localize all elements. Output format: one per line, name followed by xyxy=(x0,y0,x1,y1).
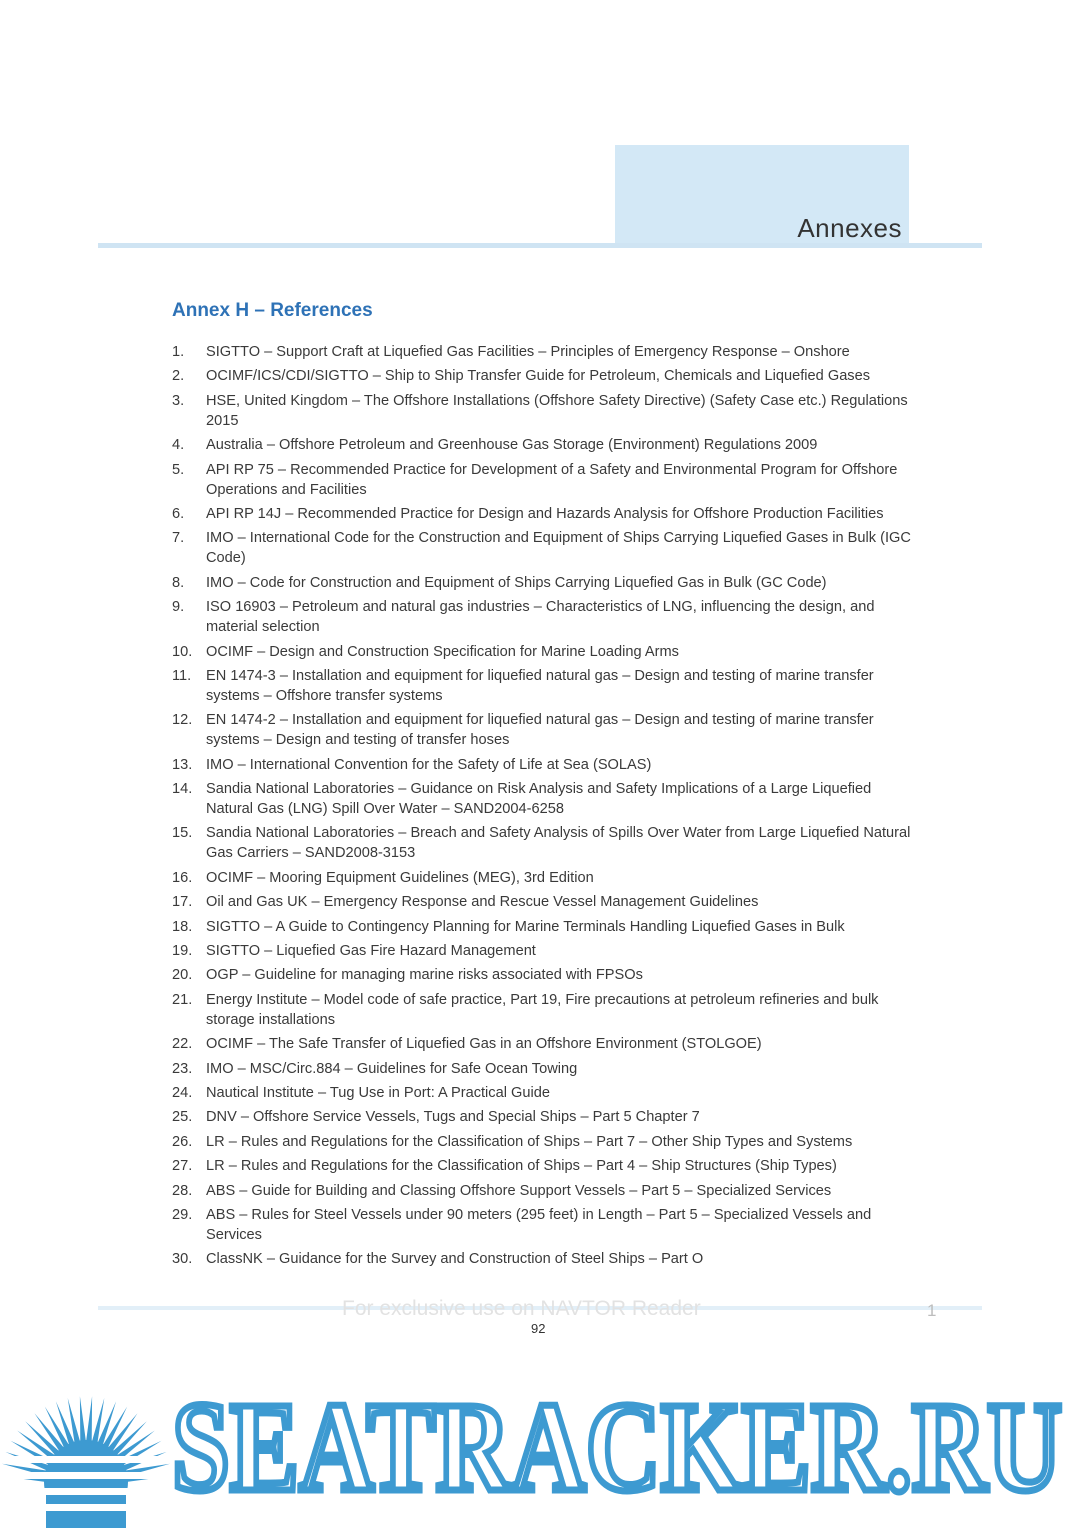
reference-item xyxy=(172,342,912,362)
reference-item xyxy=(172,460,912,500)
reference-number: 13. xyxy=(172,756,193,773)
reference-text: Sandia National Laboratories – Guidance on Risk Analysis and Safety Implications of a Large Liquefied Natural Gas (LNG) Spill Over Water – SAND2004-6258 xyxy=(206,781,872,818)
reference-number: 17. xyxy=(172,894,193,911)
reference-list xyxy=(172,342,912,1274)
reference-item xyxy=(172,965,912,985)
reference-number: 4. xyxy=(172,437,185,454)
reference-number: 23. xyxy=(172,1060,193,1077)
reference-text: OCIMF/ICS/CDI/SIGTTO – Ship to Ship Transfer Guide for Petroleum, Chemicals and Liquefied Gases xyxy=(206,368,871,385)
reference-number: 20. xyxy=(172,967,193,984)
reference-text: SIGTTO – Liquefied Gas Fire Hazard Management xyxy=(206,943,536,960)
reference-text: Australia – Offshore Petroleum and Greenhouse Gas Storage (Environment) Regulations 2009 xyxy=(206,437,818,454)
reference-number: 22. xyxy=(172,1036,193,1053)
reference-number: 8. xyxy=(172,574,185,591)
reference-text: IMO – International Convention for the Safety of Life at Sea (SOLAS) xyxy=(206,756,652,773)
page-number: 92 xyxy=(531,1321,546,1336)
side-number: 1 xyxy=(927,1301,937,1320)
reference-number: 1. xyxy=(172,344,185,360)
reference-text: SIGTTO – Support Craft at Liquefied Gas Facilities – Principles of Emergency Response – Onshore xyxy=(206,344,850,360)
reference-text: HSE, United Kingdom – The Offshore Installations (Offshore Safety Directive) (Safety Case etc.) Regulations 2015 xyxy=(206,392,908,429)
reference-number: 7. xyxy=(172,530,185,547)
reference-item xyxy=(172,391,912,431)
reference-text: ABS – Rules for Steel Vessels under 90 meters (295 feet) in Length – Part 5 – Specialized Vessels and Services xyxy=(206,1206,872,1243)
reference-item xyxy=(172,1034,912,1054)
reference-number: 12. xyxy=(172,712,193,729)
reference-number: 10. xyxy=(172,643,193,660)
reference-text: OCIMF – The Safe Transfer of Liquefied Gas in an Offshore Environment (STOLGOE) xyxy=(206,1036,762,1053)
reference-item xyxy=(172,755,912,775)
reference-item xyxy=(172,528,912,568)
reference-number: 21. xyxy=(172,991,193,1008)
reference-number: 3. xyxy=(172,392,185,409)
reference-item xyxy=(172,1083,912,1103)
watermark-text: For exclusive use on NAVTOR Reader xyxy=(342,1297,701,1320)
reference-item xyxy=(172,779,912,819)
reference-text: EN 1474-2 – Installation and equipment for liquefied natural gas – Design and testing of marine transfer systems – Design and testing of transfer hoses xyxy=(206,712,874,749)
reference-text: SIGTTO – A Guide to Contingency Planning for Marine Terminals Handling Liquefied Gases in Bulk xyxy=(206,918,845,935)
reference-item xyxy=(172,573,912,593)
reference-text: Sandia National Laboratories – Breach and Safety Analysis of Spills Over Water from Large Liquefied Natural Gas Carriers – SAND2008-3153 xyxy=(206,825,911,862)
reference-number: 24. xyxy=(172,1084,193,1101)
reference-item xyxy=(172,892,912,912)
reference-text: LR – Rules and Regulations for the Classification of Ships – Part 4 – Ship Structures (Ship Types) xyxy=(206,1158,837,1175)
reference-item xyxy=(172,1205,912,1245)
reference-number: 11. xyxy=(172,667,192,684)
reference-item xyxy=(172,642,912,662)
reference-number: 28. xyxy=(172,1182,193,1199)
reference-number: 14. xyxy=(172,781,193,798)
reference-item xyxy=(172,1249,912,1269)
reference-item xyxy=(172,941,912,961)
reference-text: Energy Institute – Model code of safe practice, Part 19, Fire precautions at petroleum refineries and bulk storage installations xyxy=(206,991,879,1028)
reference-item xyxy=(172,1181,912,1201)
reference-number: 27. xyxy=(172,1158,193,1175)
reference-item xyxy=(172,1059,912,1079)
reference-text: DNV – Offshore Service Vessels, Tugs and Special Ships – Part 5 Chapter 7 xyxy=(206,1109,700,1126)
reference-text: ABS – Guide for Building and Classing Offshore Support Vessels – Part 5 – Specialized Services xyxy=(206,1182,832,1199)
reference-number: 18. xyxy=(172,918,193,935)
annex-heading: Annex H – References xyxy=(172,300,373,321)
reference-number: 25. xyxy=(172,1109,193,1126)
reference-text: IMO – Code for Construction and Equipment of Ships Carrying Liquefied Gas in Bulk (GC Code) xyxy=(206,574,827,591)
reference-number: 30. xyxy=(172,1251,193,1268)
reference-text: Oil and Gas UK – Emergency Response and Rescue Vessel Management Guidelines xyxy=(206,894,759,911)
reference-item xyxy=(172,666,912,706)
reference-number: 26. xyxy=(172,1133,193,1150)
reference-text: Nautical Institute – Tug Use in Port: A Practical Guide xyxy=(206,1084,550,1101)
sun-logo-icon xyxy=(0,1370,172,1528)
reference-number: 19. xyxy=(172,943,193,960)
reference-text: API RP 75 – Recommended Practice for Development of a Safety and Environmental Program for Offshore Operations and Facilities xyxy=(206,461,898,498)
reference-number: 2. xyxy=(172,368,185,385)
section-title: Annexes xyxy=(797,213,902,243)
reference-item xyxy=(172,990,912,1030)
reference-text: ClassNK – Guidance for the Survey and Construction of Steel Ships – Part O xyxy=(206,1251,704,1268)
reference-item xyxy=(172,366,912,386)
reference-number: 5. xyxy=(172,461,185,478)
reference-item xyxy=(172,435,912,455)
reference-item xyxy=(172,868,912,888)
reference-text: EN 1474-3 – Installation and equipment for liquefied natural gas – Design and testing of marine transfer systems – Offshore transfer systems xyxy=(206,667,874,704)
reference-item xyxy=(172,1107,912,1127)
reference-number: 29. xyxy=(172,1206,193,1223)
reference-number: 15. xyxy=(172,825,193,842)
reference-item xyxy=(172,710,912,750)
reference-text: LR – Rules and Regulations for the Classification of Ships – Part 7 – Other Ship Types and Systems xyxy=(206,1133,853,1150)
reference-item xyxy=(172,823,912,863)
reference-item xyxy=(172,1156,912,1176)
reference-item xyxy=(172,1132,912,1152)
reference-text: OGP – Guideline for managing marine risks associated with FPSOs xyxy=(206,967,643,984)
svg-text:SEATRACKER.RU: SEATRACKER.RU xyxy=(172,1390,1062,1500)
reference-text: OCIMF – Design and Construction Specification for Marine Loading Arms xyxy=(206,643,679,660)
reference-number: 16. xyxy=(172,869,193,886)
reference-text: OCIMF – Mooring Equipment Guidelines (MEG), 3rd Edition xyxy=(206,869,594,886)
reference-number: 6. xyxy=(172,505,185,522)
reference-text: API RP 14J – Recommended Practice for Design and Hazards Analysis for Offshore Production Facilities xyxy=(206,505,884,522)
reference-item xyxy=(172,597,912,637)
reference-item xyxy=(172,917,912,937)
reference-text: IMO – MSC/Circ.884 – Guidelines for Safe Ocean Towing xyxy=(206,1060,578,1077)
reference-item xyxy=(172,504,912,524)
reference-text: IMO – International Code for the Construction and Equipment of Ships Carrying Liquefied Gases in Bulk (IGC Code) xyxy=(206,530,911,567)
reference-number: 9. xyxy=(172,599,185,616)
brand-wordmark xyxy=(172,1390,1067,1500)
reference-text: ISO 16903 – Petroleum and natural gas industries – Characteristics of LNG, influencing the design, and material selection xyxy=(206,599,875,636)
